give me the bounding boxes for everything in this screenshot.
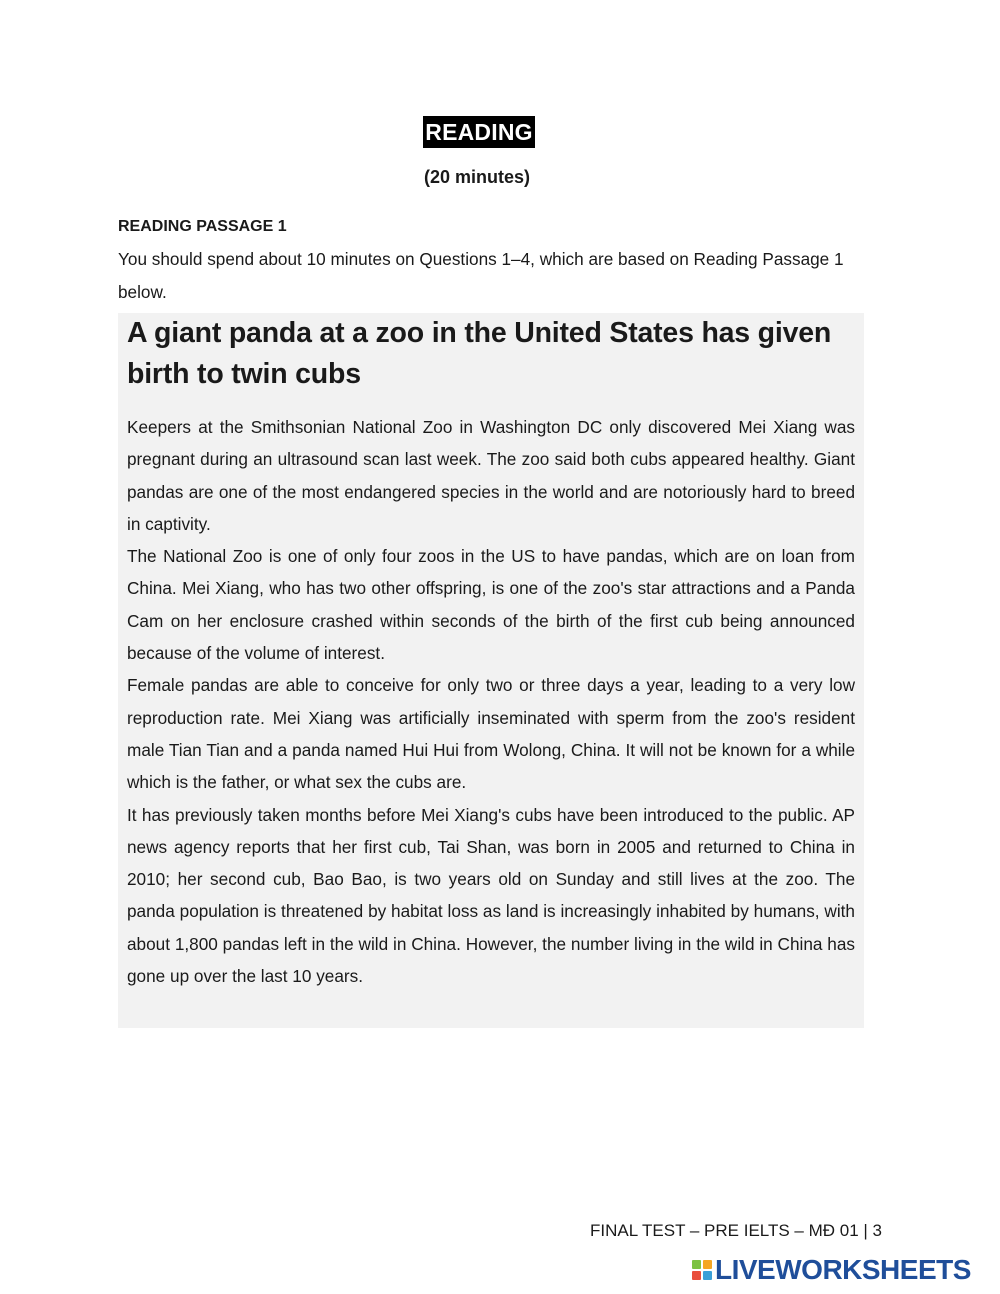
- brand-logo: [692, 1254, 971, 1286]
- article-paragraph: The National Zoo is one of only four zoos in the US to have pandas, which are on loan from China. Mei Xiang, who has two other offspring, is one of the zoo's star attractions and a Panda Cam on her enclosure crashed within seconds of the birth of the first cub being announced because of the volume of interest.: [127, 546, 855, 664]
- article-box: [118, 313, 864, 1028]
- article-body: [127, 411, 855, 992]
- logo-tile: [703, 1260, 712, 1269]
- passage-label: READING PASSAGE 1: [118, 218, 287, 235]
- heading-container: [0, 116, 958, 148]
- page-footer: FINAL TEST – PRE IELTS – MĐ 01 | 3: [590, 1221, 882, 1240]
- logo-tile: [692, 1271, 701, 1280]
- article-paragraph: Keepers at the Smithsonian National Zoo in Washington DC only discovered Mei Xiang was pregnant during an ultrasound scan last week. The zoo said both cubs appeared healthy. Giant pandas are one of the most endangered species in the world and are notoriously hard to breed in captivity.: [127, 417, 855, 534]
- brand-name: LIVEWORKSHEETS: [715, 1254, 971, 1285]
- article-title: A giant panda at a zoo in the United States has given birth to twin cubs: [127, 317, 832, 390]
- article-paragraph: It has previously taken months before Mei Xiang's cubs have been introduced to the public. AP news agency reports that her first cub, Tai Shan, was born in 2005 and returned to China in 2010; her second cub, Bao Bao, is two years old on Sunday and still lives at the zoo. The panda population is threatened by habitat loss as land is increasingly inhabited by humans, with about 1,800 pandas left in the wild in China. However, the number living in the wild in China has gone up over the last 10 years.: [127, 804, 855, 987]
- section-heading: READING: [423, 116, 534, 148]
- article-paragraph: Female pandas are able to conceive for only two or three days a year, leading to a very low reproduction rate. Mei Xiang was artificially inseminated with sperm from the zoo's resident male Tian Tian and a panda named Hui Hui from Wolong, China. It will not be known for a while which is the father, or what sex the cubs are.: [127, 675, 855, 793]
- instruction-text: You should spend about 10 minutes on Questions 1–4, which are based on Reading Passage 1 below.: [118, 249, 844, 302]
- liveworksheets-logo-icon: [692, 1260, 712, 1280]
- logo-tile: [692, 1260, 701, 1269]
- logo-tile: [703, 1271, 712, 1280]
- time-limit: (20 minutes): [423, 167, 531, 187]
